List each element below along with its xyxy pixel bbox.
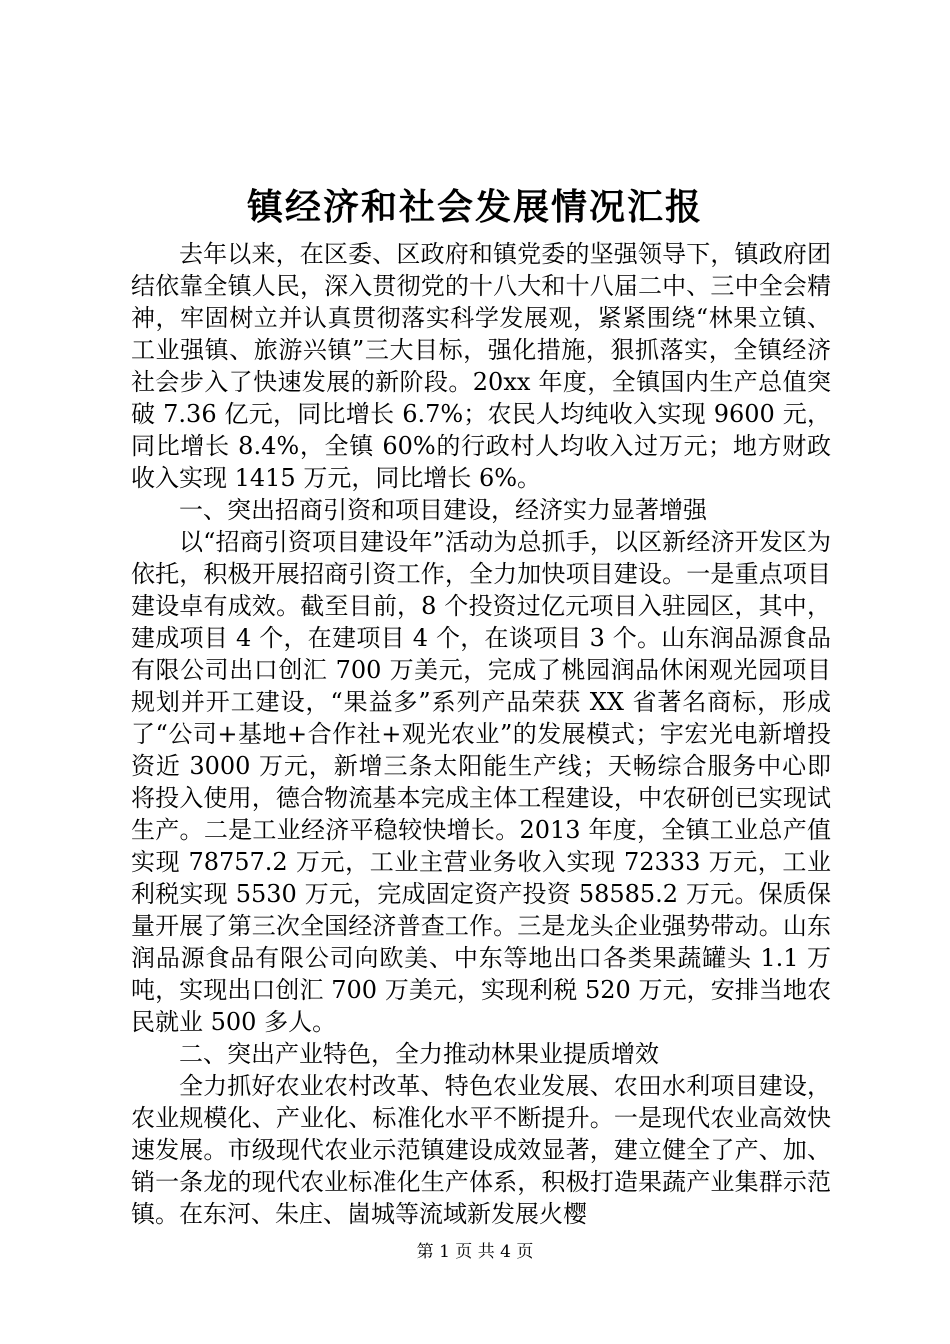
paragraph-intro: 去年以来，在区委、区政府和镇党委的坚强领导下，镇政府团结依靠全镇人民，深入贯彻党的十八大和十八届二中、三中全会精神，牢固树立并认真贯彻落实科学发展观，紧紧围绕“林果立镇、工业强镇、旅游兴镇”三大目标，强化措施，狠抓落实，全镇经济社会步入了快速发展的新阶段。20xx 年度，全镇国内生产总值突破 7.36 亿元，同比增长 6.7%；农民人均纯收入实现 9600 元，同比增长 8.4%，全镇 60%的行政村人均收入过万元；地方财政收入实现 1415 万元，同比增长 6%。 <box>131 240 831 492</box>
section-heading-2: 二、突出产业特色，全力推动林果业提质增效 <box>179 1040 659 1068</box>
paragraph-section-1: 以“招商引资项目建设年”活动为总抓手，以区新经济开发区为依托，积极开展招商引资工作，全力加快项目建设。一是重点项目建设卓有成效。截至目前，8 个投资过亿元项目入驻园区，其中，建成项目 4 个，在建项目 4 个，在谈项目 3 个。山东润品源食品有限公司出口创汇 700 万美元，完成了桃园润品休闲观光园项目规划并开工建设，“果益多”系列产品荣获 XX 省著名商标，形成了“公司+基地+合作社+观光农业”的发展模式；宇宏光电新增投资近 3000 万元，新增三条太阳能生产线；天畅综合服务中心即将投入使用，德合物流基本完成主体工程建设，中农研创已实现试生产。二是工业经济平稳较快增长。2013 年度，全镇工业总产值实现 78757.2 万元，工业主营业务收入实现 72333 万元，工业利税实现 5530 万元，完成固定资产投资 58585.2 万元。保质保量开展了第三次全国经济普查工作。三是龙头企业强势带动。山东润品源食品有限公司向欧美、中东等地出口各类果蔬罐头 1.1 万吨，实现出口创汇 700 万美元，实现利税 520 万元，安排当地农民就业 500 多人。 <box>131 528 831 1036</box>
document-title: 镇经济和社会发展情况汇报 <box>246 186 703 228</box>
document-body <box>131 238 831 1230</box>
paragraph-section-2: 全力抓好农业农村改革、特色农业发展、农田水利项目建设，农业规模化、产业化、标准化水平不断提升。一是现代农业高效快速发展。市级现代农业示范镇建设成效显著，建立健全了产、加、销一条龙的现代农业标准化生产体系，积极打造果蔬产业集群示范镇。在东河、朱庄、崮城等流域新发展火樱 <box>131 1072 831 1228</box>
page-number-footer: 第 1 页 共 4 页 <box>416 1242 534 1262</box>
section-heading-1: 一、突出招商引资和项目建设，经济实力显著增强 <box>179 496 707 524</box>
